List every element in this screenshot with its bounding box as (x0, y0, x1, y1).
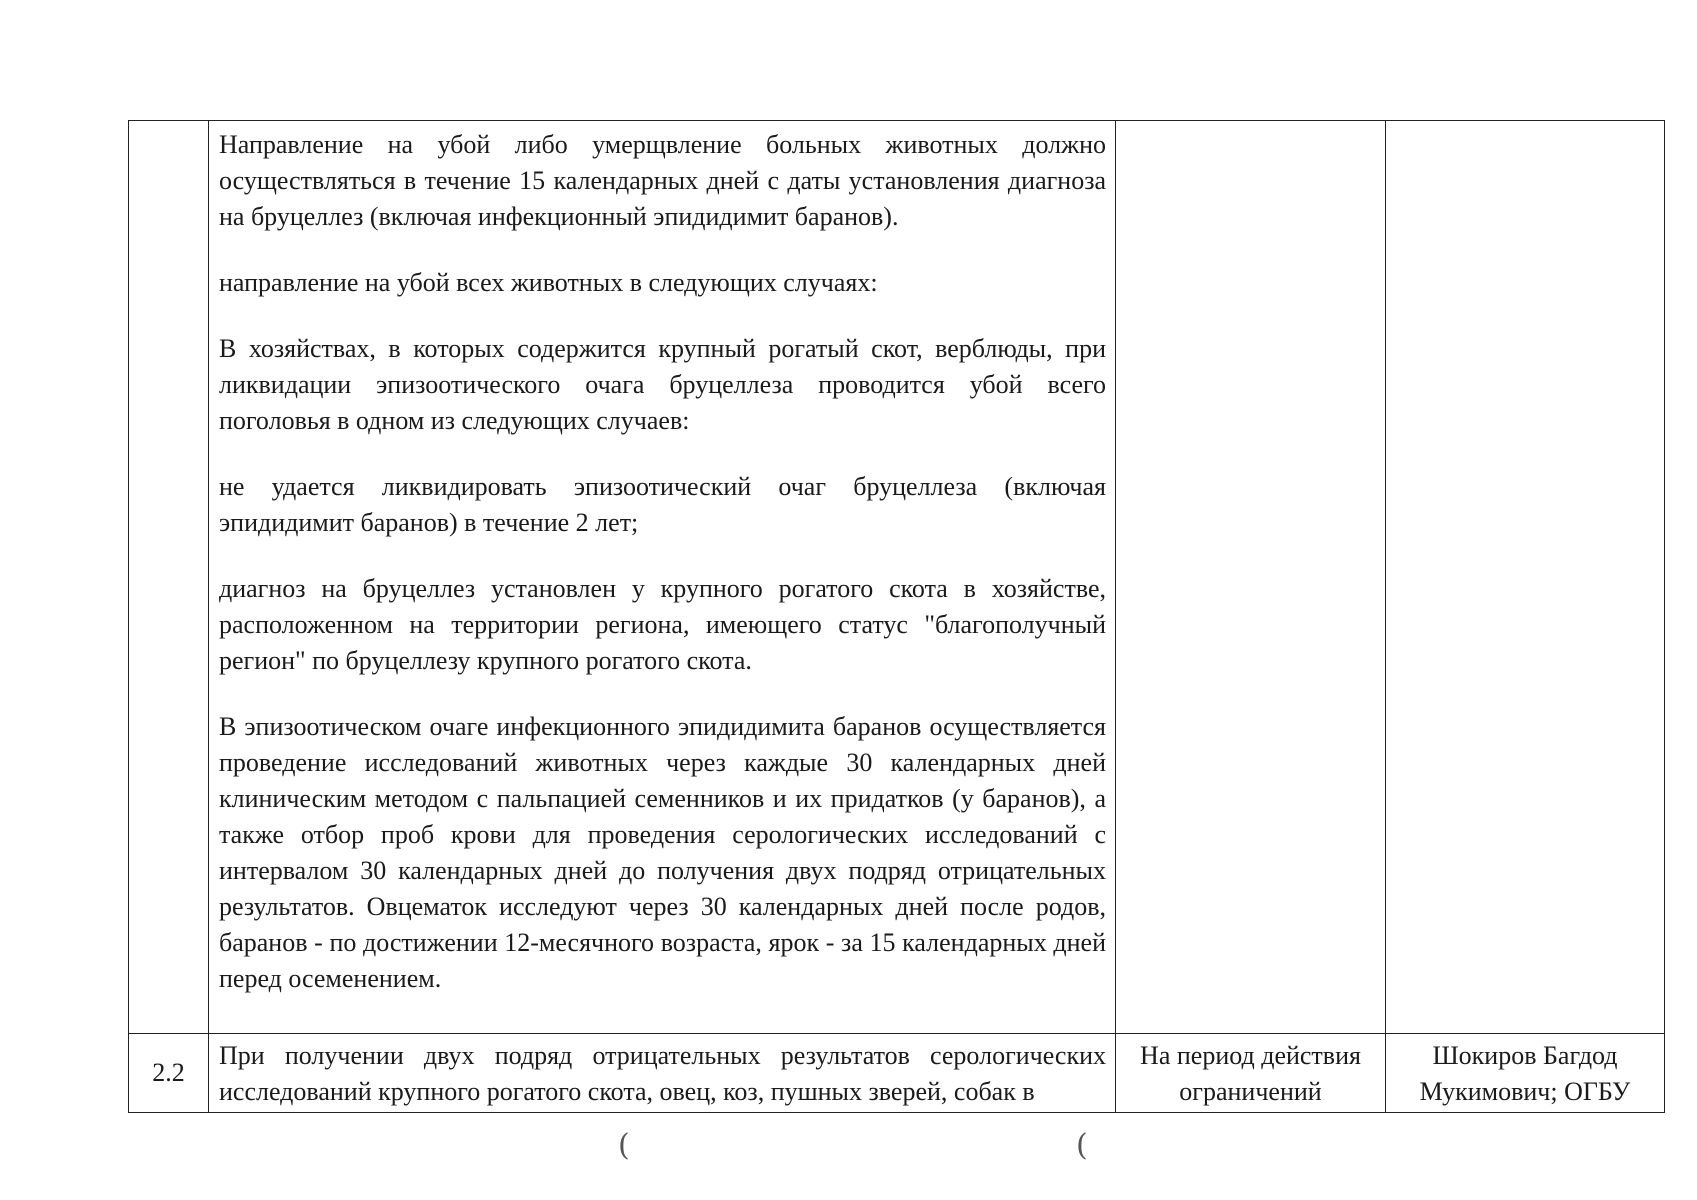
measures-table (128, 120, 1665, 1113)
row-number: 2.2 (129, 1034, 209, 1113)
responsible-cell (1386, 121, 1665, 1034)
period-cell (1116, 121, 1386, 1034)
measure-text-cell (209, 1034, 1116, 1113)
table-row (129, 1034, 1665, 1113)
pen-mark: ( (1076, 1128, 1088, 1163)
paragraph: В эпизоотическом очаге инфекционного эпидидимита баранов осуществляется проведение исследований животных через каждые 30 календарных дней клиническим методом с пальпацией семенников и их придатков (у баранов), а также отбор проб крови для проведения серологических исследований с интервалом 30 календарных дней до получения двух подряд отрицательных результатов. Овцематок исследуют через 30 календарных дней после родов, баранов - по достижении 12-месячного возраста, ярок - за 15 календарных дней перед осеменением. (219, 712, 1106, 993)
pen-mark: ( (618, 1128, 630, 1163)
paragraph: диагноз на бруцеллез установлен у крупного рогатого скота в хозяйстве, расположенном на территории региона, имеющего статус "благополучный регион" по бруцеллезу крупного рогатого скота. (219, 574, 1106, 675)
paragraph: Направление на убой либо умерщвление больных животных должно осуществляться в течение 15 календарных дней с даты установления диагноза на бруцеллез (включая инфекционный эпидидимит баранов). (219, 130, 1106, 231)
table-row (129, 121, 1665, 1034)
responsible-cell: Шокиров Багдод Мукимович; ОГБУ (1386, 1034, 1665, 1113)
paragraph: не удается ликвидировать эпизоотический очаг бруцеллеза (включая эпидидимит баранов) в течение 2 лет; (219, 472, 1106, 537)
period-cell: На период действия ограничений (1116, 1034, 1386, 1113)
paragraph: При получении двух подряд отрицательных результатов серологических исследований крупного рогатого скота, овец, коз, пушных зверей, собак в (219, 1041, 1106, 1106)
paragraph: В хозяйствах, в которых содержится крупный рогатый скот, верблюды, при ликвидации эпизоотического очага бруцеллеза проводится убой всего поголовья в одном из следующих случаев: (219, 334, 1106, 435)
paragraph: направление на убой всех животных в следующих случаях: (219, 268, 878, 297)
measure-text-cell (209, 121, 1116, 1034)
number-cell (129, 121, 209, 1034)
